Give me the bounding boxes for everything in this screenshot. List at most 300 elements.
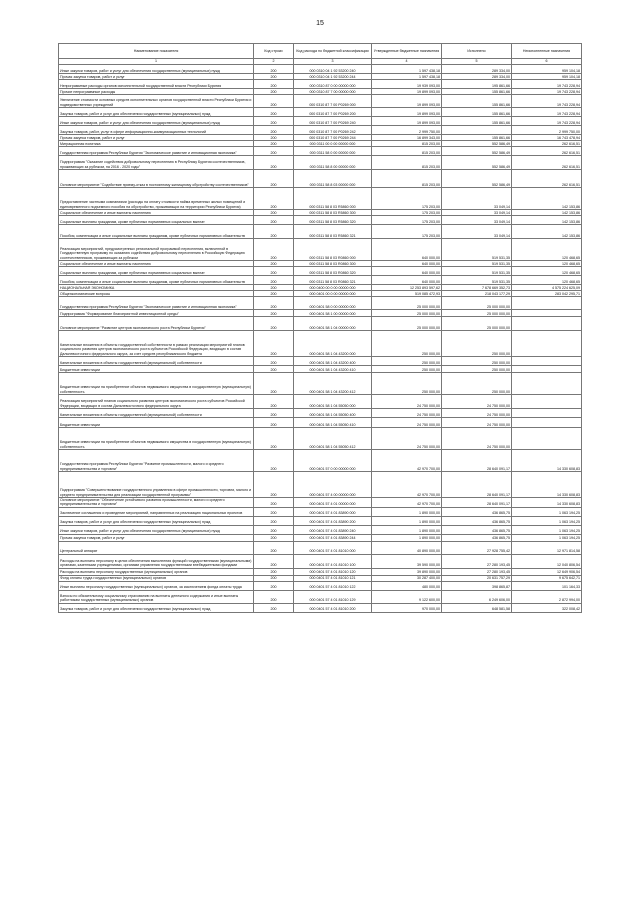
row-name: Закупка товаров, работ и услуг для обеспечения государственных (муниципальных) нужд [59,603,254,612]
row-plan: 19 899 093,00 [372,108,442,117]
row-kbk: 000 0401 57 4 01 83890 200 [294,516,372,525]
row-name: Закупка товаров, работ и услуг для обеспечения государственных (муниципальных) нужд [59,108,254,117]
row-plan: 12 253 893 597,62 [372,285,442,291]
row-code: 200 [254,603,294,612]
row-rest: 4 575 224 625,09 [512,285,582,291]
table-row [59,366,582,373]
row-plan: 24 750 000,00 [372,395,442,409]
table-row [59,317,582,331]
row-name: Непрограммные расходы органов исполнительной государственной власти Республики Бурятия [59,80,254,89]
row-done [442,126,512,135]
row-kbk: 000 0310 87 0 00 00000 000 [294,80,372,89]
row-code: 200 [254,581,294,590]
table-row [59,603,582,612]
row-rest: 19 743 228,94 [512,89,582,95]
row-rest [512,428,582,450]
row-name: Подпрограмма "Оказание содействия добровольному переселению в Республику Бурятия соотечественников, проживающих за рубежом, на 2016 - 2020 годы" [59,156,254,170]
row-plan: 19 899 093,00 [372,95,442,108]
row-kbk: 000 0310 04 1 92 53200 244 [294,74,372,80]
row-kbk: 000 0401 58 1 04 43200 410 [294,366,372,373]
row-plan: 25 000 000,00 [372,317,442,331]
row-name: Бюджетные инвестиции [59,366,254,373]
row-code: 200 [254,450,294,472]
row-plan: 39 890 000,00 [372,568,442,575]
row-kbk: 000 0311 58 8 03 R5860 300 [294,210,372,216]
table-row [59,80,582,89]
row-done: 552 586,49 [442,170,512,188]
row-code: 200 [254,366,294,373]
row-rest: 262 616,51 [512,156,582,170]
row-rest: 283 042 295,71 [512,291,582,297]
row-plan: 19 899 093,00 [372,89,442,95]
row-code: 200 [254,409,294,418]
table-row [59,170,582,188]
table-row [59,418,582,428]
row-rest: 142 153,86 [512,188,582,210]
budget-execution-table [58,43,582,613]
row-code: 200 [254,285,294,291]
row-name: Взносы по обязательному социальному страхованию на выплаты денежного содержания и иные выплаты работникам государственных (муниципальных) органов [59,590,254,603]
row-code: 200 [254,331,294,357]
row-code: 200 [254,156,294,170]
row-kbk: 000 0401 57 4 01 81010 120 [294,568,372,575]
row-done: 27 928 755,42 [442,541,512,554]
row-code: 200 [254,590,294,603]
col-header-done: Исполнено [442,44,512,59]
table-row [59,554,582,568]
row-code: 200 [254,141,294,147]
row-rest [512,418,582,428]
row-rest: 322 008,42 [512,603,582,612]
col-header-plan: Утвержденные бюджетные назначения [372,44,442,59]
row-rest: 12 649 906,54 [512,568,582,575]
table-row [59,188,582,210]
row-rest: 959 104,18 [512,74,582,80]
row-plan: 175 203,00 [372,225,442,239]
table-row [59,590,582,603]
row-code: 200 [254,135,294,141]
row-code: 200 [254,575,294,581]
table-row [59,507,582,516]
row-code: 200 [254,65,294,74]
table-row [59,516,582,525]
row-plan: 175 203,00 [372,188,442,210]
row-code: 200 [254,170,294,188]
row-name: Пособия, компенсации и иные социальные выплаты гражданам, кроме публичных нормативных обязательств [59,225,254,239]
row-name: Бюджетные инвестиции [59,418,254,428]
row-code: 200 [254,95,294,108]
row-plan: 175 203,00 [372,210,442,216]
row-code: 200 [254,317,294,331]
row-rest [512,357,582,366]
row-name: Закупка товаров, работ и услуг для обеспечения государственных (муниципальных) нужд [59,516,254,525]
table-row [59,216,582,225]
table-row [59,581,582,590]
row-done: 27 280 193,45 [442,554,512,568]
table-row [59,225,582,239]
row-code: 200 [254,357,294,366]
row-name: Расходы на выплаты персоналу государственных (муниципальных) органов [59,568,254,575]
row-plan: 42 970 700,00 [372,450,442,472]
col-header-kbk: Код расхода по бюджетной классификации [294,44,372,59]
row-rest: 2 999 750,00 [512,126,582,135]
row-code: 200 [254,147,294,156]
row-done: 289 334,00 [442,74,512,80]
row-name: Центральный аппарат [59,541,254,554]
row-plan: 25 000 000,00 [372,297,442,310]
row-code: 200 [254,117,294,126]
row-plan: 24 750 000,00 [372,409,442,418]
row-plan: 19 939 093,00 [372,80,442,89]
row-rest: 120 468,65 [512,239,582,261]
table-row [59,575,582,581]
row-code: 200 [254,239,294,261]
table-row [59,65,582,74]
row-rest: 101 164,33 [512,581,582,590]
row-name: Прочая закупка товаров, работ и услуг [59,74,254,80]
row-name: Социальные выплаты гражданам, кроме публичных нормативных социальных выплат [59,267,254,276]
table-row [59,276,582,285]
row-plan: 42 970 700,00 [372,498,442,508]
row-kbk: 000 0401 58 1 04 00000 000 [294,317,372,331]
row-plan: 480 000,00 [372,581,442,590]
table-row [59,147,582,156]
row-name: Реализация мероприятий планов социального развития центров экономического роста субъектов Российской Федерации, входящих в состав Дальневосточного федерального округа [59,395,254,409]
row-code: 200 [254,541,294,554]
row-kbk: 000 0401 57 4 01 83890 000 [294,507,372,516]
row-plan: 250 000,00 [372,366,442,373]
row-code: 200 [254,108,294,117]
row-kbk: 000 0311 58 8 03 R0860 300 [294,261,372,267]
table-row [59,541,582,554]
row-plan: 42 970 700,00 [372,472,442,498]
row-kbk: 000 0310 87 7 00 P0269 242 [294,126,372,135]
row-rest: 959 104,18 [512,65,582,74]
row-name: НАЦИОНАЛЬНАЯ ЭКОНОМИКА [59,285,254,291]
row-plan: 815 203,00 [372,170,442,188]
row-kbk: 000 0311 58 8 03 R5860 000 [294,188,372,210]
row-name: Общеэкономические вопросы [59,291,254,297]
row-name: Иные закупки товаров, работ и услуг для обеспечения государственных (муниципальных) нужд [59,65,254,74]
row-rest: 1 063 194,25 [512,507,582,516]
row-kbk: 000 0311 58 8 03 00000 000 [294,170,372,188]
row-rest: 120 468,65 [512,267,582,276]
row-code: 200 [254,418,294,428]
row-kbk: 000 0401 57 4 01 83890 240 [294,525,372,534]
row-kbk: 000 0311 58 0 00 00000 000 [294,147,372,156]
row-code: 200 [254,525,294,534]
col-number: 5 [442,59,512,65]
row-kbk: 000 0401 00 0 00 00000 000 [294,291,372,297]
row-plan: 1 597 438,18 [372,65,442,74]
row-code: 200 [254,568,294,575]
row-rest: 19 743 228,94 [512,108,582,117]
row-done: 155 861,66 [442,135,512,141]
row-code: 200 [254,267,294,276]
row-kbk: 000 0311 58 8 03 R0860 320 [294,267,372,276]
row-kbk: 000 0310 87 7 00 P0269 200 [294,108,372,117]
table-row [59,310,582,317]
table-row [59,450,582,472]
row-rest [512,373,582,395]
row-rest: 14 330 608,83 [512,450,582,472]
row-code: 200 [254,428,294,450]
col-number: 2 [254,59,294,65]
row-name: Закупка товаров, работ, услуг в сфере информационно-коммуникационных технологий [59,126,254,135]
row-rest [512,317,582,331]
row-done: 24 750 000,00 [442,418,512,428]
row-name: Фонд оплаты труда государственных (муниципальных) органов [59,575,254,581]
row-plan: 19 899 093,00 [372,117,442,126]
row-code: 200 [254,498,294,508]
row-rest: 14 330 608,83 [512,472,582,498]
row-plan: 640 000,00 [372,261,442,267]
row-code: 200 [254,472,294,498]
row-code: 200 [254,291,294,297]
table-row [59,395,582,409]
table-row [59,409,582,418]
row-code: 200 [254,126,294,135]
row-name: Социальное обеспечение и иные выплаты населению [59,261,254,267]
row-code: 200 [254,310,294,317]
row-rest: 142 153,86 [512,210,582,216]
row-kbk: 000 0311 00 0 00 00000 000 [294,141,372,147]
row-done: 519 531,35 [442,267,512,276]
table-row [59,126,582,135]
row-name: Миграционная политика [59,141,254,147]
row-kbk: 000 0401 58 1 04 55050 000 [294,395,372,409]
row-kbk: 000 0401 57 4 00 00000 000 [294,472,372,498]
table-row [59,108,582,117]
row-code: 200 [254,89,294,95]
row-done: 155 861,66 [442,108,512,117]
row-done: 33 049,14 [442,216,512,225]
row-plan: 640 000,00 [372,239,442,261]
row-name: Прочая закупка товаров, работ и услуг [59,534,254,541]
row-name: Государственная программа Республики Бурятия "Экономическое развитие и инновационная экономика" [59,147,254,156]
row-plan: 815 203,00 [372,156,442,170]
table-row [59,498,582,508]
row-plan: 1 890 000,00 [372,525,442,534]
table-row [59,373,582,395]
row-done: 436 865,75 [442,507,512,516]
row-name: Иные закупки товаров, работ и услуг для обеспечения государственных (муниципальных) нужд [59,525,254,534]
row-done: 33 049,14 [442,210,512,216]
row-plan: 16 899 343,00 [372,135,442,141]
row-name: Основное мероприятие "Обеспечение устойчивого развития промышленности, малого и среднего предпринимательства и торговли" [59,498,254,508]
row-kbk: 000 0401 57 4 01 81010 122 [294,581,372,590]
row-plan: 25 000 000,00 [372,310,442,317]
row-plan: 250 000,00 [372,331,442,357]
row-done: 552 586,49 [442,147,512,156]
table-row [59,568,582,575]
row-rest [512,366,582,373]
table-row [59,156,582,170]
row-done: 155 861,66 [442,89,512,95]
row-code: 200 [254,297,294,310]
row-done: 250 000,00 [442,373,512,395]
row-plan: 640 000,00 [372,276,442,285]
row-rest [512,409,582,418]
row-rest: 9 675 642,71 [512,575,582,581]
row-kbk: 000 0311 58 8 00 00000 000 [294,156,372,170]
row-kbk: 000 0400 00 0 00 00000 000 [294,285,372,291]
row-rest: 262 616,51 [512,141,582,147]
row-plan: 640 000,00 [372,267,442,276]
row-code: 200 [254,225,294,239]
row-kbk: 000 0401 58 1 04 43200 000 [294,331,372,357]
row-plan: 24 750 000,00 [372,428,442,450]
row-done: 155 861,66 [442,95,512,108]
row-done: 25 000 000,00 [442,310,512,317]
row-kbk: 000 0401 58 0 00 00000 000 [294,297,372,310]
row-code: 200 [254,276,294,285]
row-name: Заключение соглашения и проведение мероприятий, направленных на реализацию национальных проектов [59,507,254,516]
row-kbk: 000 0311 58 8 03 R0860 321 [294,276,372,285]
row-name: Подпрограмма "Совершенствование государственного управления в сфере промышленности, торговли, малого и среднего предпринимательства для реализации государственной программы" [59,472,254,498]
table-row [59,210,582,216]
table-row [59,95,582,108]
row-name: Государственная программа Республики Бурятия "Экономическое развитие и инновационная экономика" [59,297,254,310]
row-rest: 120 468,65 [512,261,582,267]
row-done: 27 280 193,45 [442,568,512,575]
row-plan: 1 890 000,00 [372,534,442,541]
row-rest: 142 153,86 [512,225,582,239]
row-plan: 519 085 472,93 [372,291,442,297]
row-rest [512,331,582,357]
row-rest: 2 872 994,00 [512,590,582,603]
row-kbk: 000 0311 58 8 03 R0860 000 [294,239,372,261]
row-name: Капитальные вложения в объекты государственной (муниципальной) собственности [59,409,254,418]
row-name: Реализация мероприятий, предусмотренных региональной программой переселения, включенной в Государственную программу по оказанию содействия добровольному переселению в Российскую Федерацию соотечественников, проживающих за рубежом [59,239,254,261]
table-row [59,267,582,276]
row-rest [512,297,582,310]
row-code: 200 [254,210,294,216]
row-rest [512,310,582,317]
row-done: 250 000,00 [442,331,512,357]
row-done: 552 586,49 [442,141,512,147]
row-plan: 175 203,00 [372,216,442,225]
table-row [59,534,582,541]
row-done: 519 531,35 [442,239,512,261]
row-done: 519 531,35 [442,276,512,285]
row-kbk: 000 0310 87 7 00 P0269 000 [294,95,372,108]
row-rest: 14 330 608,83 [512,498,582,508]
row-plan: 970 000,00 [372,603,442,612]
col-number: 3 [294,59,372,65]
header-row [59,44,582,59]
row-kbk: 000 0401 58 1 00 00000 000 [294,310,372,317]
row-kbk: 000 0401 58 1 04 43200 400 [294,357,372,366]
row-name: Социальные выплаты гражданам, кроме публичных нормативных социальных выплат [59,216,254,225]
row-plan: 1 890 000,00 [372,516,442,525]
row-name: Прочие непрограммные расходы [59,89,254,95]
row-kbk: 000 0401 58 1 04 55050 412 [294,428,372,450]
row-kbk: 000 0401 57 0 00 00000 000 [294,450,372,472]
table-row [59,525,582,534]
table-row [59,331,582,357]
row-name: Капитальные вложения в объекты государственной собственности в рамках реализации мероприятий планов социального развития центров экономического роста субъектов Российской Федерации, входящих в состав Дальневосточного федерального округа, за счет средств республиканского бюджета [59,331,254,357]
row-code: 200 [254,507,294,516]
row-kbk: 000 0401 57 4 01 81010 100 [294,554,372,568]
row-done: 28 640 091,17 [442,450,512,472]
row-name: Расходы на выплаты персоналу в целях обеспечения выполнения функций государственными (муниципальными) органами, казенными учреждениями, органами управления государственными внебюджетными фондами [59,554,254,568]
row-kbk: 000 0401 58 1 04 55050 410 [294,418,372,428]
row-done: 519 531,35 [442,261,512,267]
row-name: Пособия, компенсации и иные социальные выплаты гражданам, кроме публичных нормативных обязательств [59,276,254,285]
row-rest: 16 743 478,94 [512,135,582,141]
row-kbk: 000 0310 87 7 00 00000 000 [294,89,372,95]
row-plan: 39 590 000,00 [372,554,442,568]
row-rest: 12 971 814,58 [512,541,582,554]
row-code: 200 [254,216,294,225]
table-row [59,261,582,267]
col-header-code: Код строки [254,44,294,59]
table-row [59,239,582,261]
row-done: 28 640 091,17 [442,472,512,498]
row-done: 6 249 606,00 [442,590,512,603]
row-name: Иные закупки товаров, работ и услуг для обеспечения государственных (муниципальных) нужд [59,117,254,126]
row-done: 24 750 000,00 [442,428,512,450]
row-rest: 262 616,51 [512,170,582,188]
row-kbk: 000 0401 58 1 04 55050 400 [294,409,372,418]
table-row [59,472,582,498]
row-rest: 12 040 806,54 [512,554,582,568]
row-plan: 250 000,00 [372,357,442,366]
row-rest: 19 743 228,94 [512,95,582,108]
row-code: 200 [254,74,294,80]
row-kbk: 000 0310 87 7 00 P0269 240 [294,117,372,126]
row-done: 289 334,00 [442,65,512,74]
row-plan: 40 890 000,00 [372,541,442,554]
row-done: 436 865,75 [442,516,512,525]
row-name: Социальное обеспечение и иные выплаты населению [59,210,254,216]
row-kbk: 000 0401 57 4 01 81010 129 [294,590,372,603]
row-plan: 24 750 000,00 [372,418,442,428]
row-plan: 250 000,00 [372,373,442,395]
row-done: 7 678 669 352,73 [442,285,512,291]
row-kbk: 000 0311 58 8 03 R5860 320 [294,216,372,225]
row-code: 200 [254,188,294,210]
row-done: 33 049,14 [442,225,512,239]
row-name: Предоставление частными компаниями (расходы на оплату стоимости найма временных жилых помещений и единовременного подъемного пособия на обустройство, проживающих на территории Республики Бурятия) [59,188,254,210]
row-rest: 1 063 194,25 [512,516,582,525]
row-kbk: 000 0401 57 4 01 81010 000 [294,541,372,554]
row-rest: 142 153,86 [512,216,582,225]
row-plan: 2 999 750,00 [372,126,442,135]
row-name: Государственная программа Республики Бурятия "Развитие промышленности, малого и среднего предпринимательства и торговли" [59,450,254,472]
row-kbk: 000 0401 57 4 01 00000 000 [294,498,372,508]
row-rest [512,395,582,409]
row-kbk: 000 0401 57 4 01 81010 200 [294,603,372,612]
col-number: 6 [512,59,582,65]
row-rest: 262 616,51 [512,147,582,156]
row-done: 648 581,58 [442,603,512,612]
row-done: 552 586,49 [442,156,512,170]
row-kbk: 000 0401 58 1 04 43200 412 [294,373,372,395]
row-plan: 815 203,00 [372,147,442,156]
row-code: 200 [254,516,294,525]
row-done: 398 865,87 [442,581,512,590]
col-number: 4 [372,59,442,65]
row-rest: 19 743 228,94 [512,117,582,126]
row-rest: 1 063 194,25 [512,525,582,534]
row-rest: 120 468,65 [512,276,582,285]
row-kbk: 000 0310 04 1 92 53200 240 [294,65,372,74]
page-number: 15 [316,20,324,27]
row-done: 24 750 000,00 [442,395,512,409]
table-row [59,117,582,126]
